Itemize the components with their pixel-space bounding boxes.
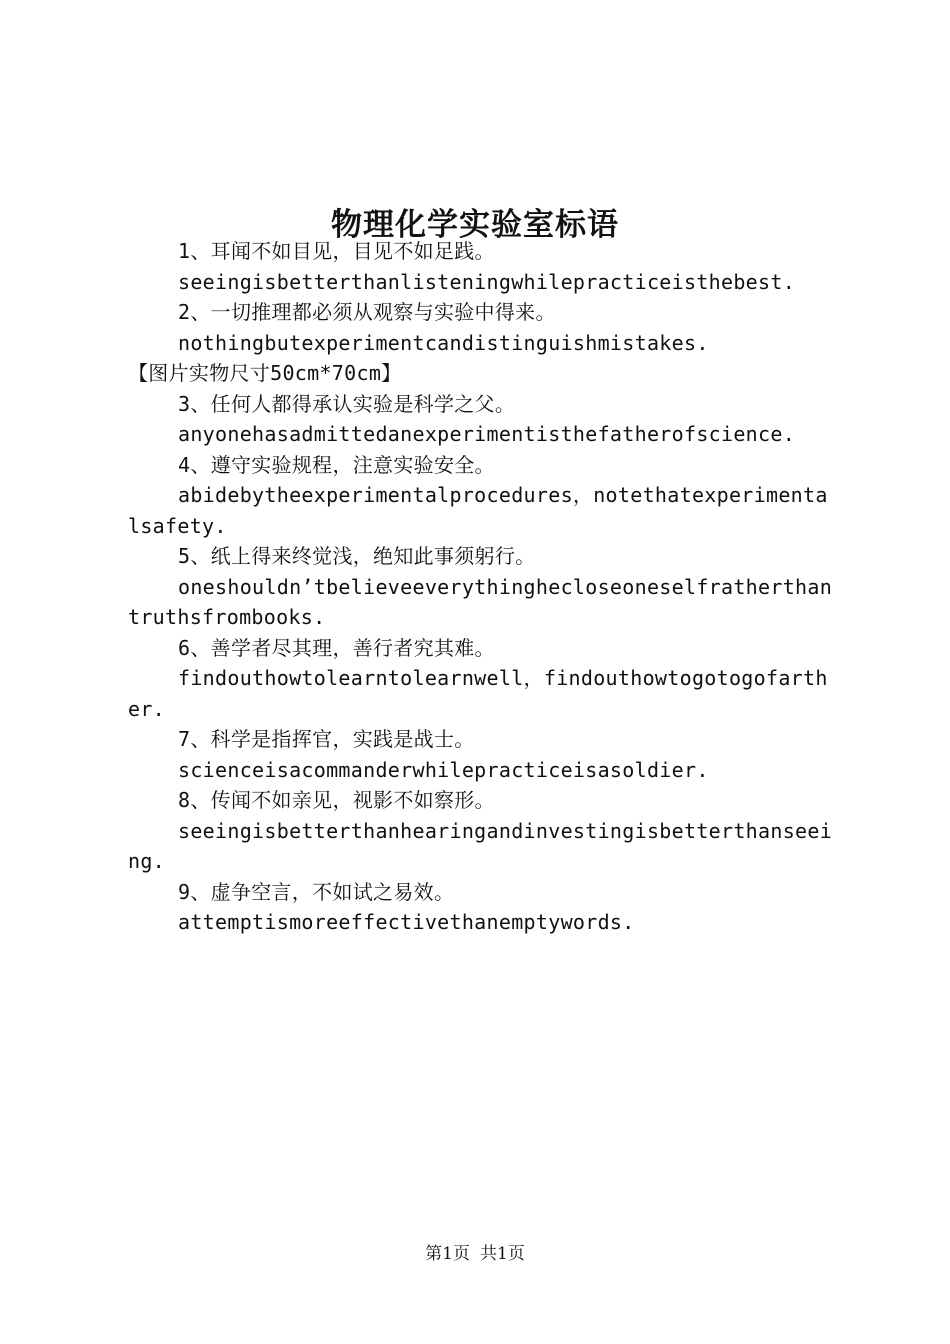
slogan-7-en: scienceisacommanderwhilepracticeisasoldier. xyxy=(178,757,709,782)
image-size-note: 【图片实物尺寸50cm*70cm】 xyxy=(128,361,402,385)
page-footer xyxy=(0,1242,950,1266)
document-body xyxy=(128,236,833,938)
slogan-3-en: anyonehasadmittedanexperimentisthefatherofscience. xyxy=(178,422,796,446)
slogan-6-en: findouthowtolearntolearnwell，findouthowtogotogofarther. xyxy=(128,666,828,721)
page-title: 物理化学实验室标语 xyxy=(331,206,619,243)
slogan-6-zh: 6、善学者尽其理，善行者究其难。 xyxy=(178,635,495,660)
slogan-1-zh: 1、耳闻不如目见，目见不如足践。 xyxy=(178,239,495,263)
page-number: 第1页 xyxy=(425,1244,470,1264)
slogan-4-en: abidebytheexperimentalprocedures，notethatexperimentalsafety. xyxy=(128,483,828,538)
slogan-2-en: nothingbutexperimentcandistinguishmistakes. xyxy=(178,330,709,355)
slogan-5-zh: 5、纸上得来终觉浅，绝知此事须躬行。 xyxy=(178,544,536,568)
slogan-7-zh: 7、科学是指挥官，实践是战士。 xyxy=(178,727,475,751)
slogan-8-en: seeingisbetterthanhearingandinvestingisbetterthanseeing. xyxy=(128,818,833,873)
page-total: 共1页 xyxy=(480,1244,525,1264)
slogan-9-en: attemptismoreeffectivethanemptywords. xyxy=(178,910,635,934)
slogan-9-zh: 9、虚争空言，不如试之易效。 xyxy=(178,879,455,904)
slogan-1-en: seeingisbetterthanlisteningwhilepracticeisthebest. xyxy=(178,269,796,294)
slogan-3-zh: 3、任何人都得承认实验是科学之父。 xyxy=(178,391,516,416)
slogan-4-zh: 4、遵守实验规程，注意实验安全。 xyxy=(178,452,495,477)
slogan-8-zh: 8、传闻不如亲见，视影不如察形。 xyxy=(178,788,495,812)
slogan-5-en: oneshouldn’tbelieveeverythinghecloseoneselfratherthantruthsfrombooks. xyxy=(128,574,833,629)
slogan-2-zh: 2、一切推理都必须从观察与实验中得来。 xyxy=(178,300,556,324)
